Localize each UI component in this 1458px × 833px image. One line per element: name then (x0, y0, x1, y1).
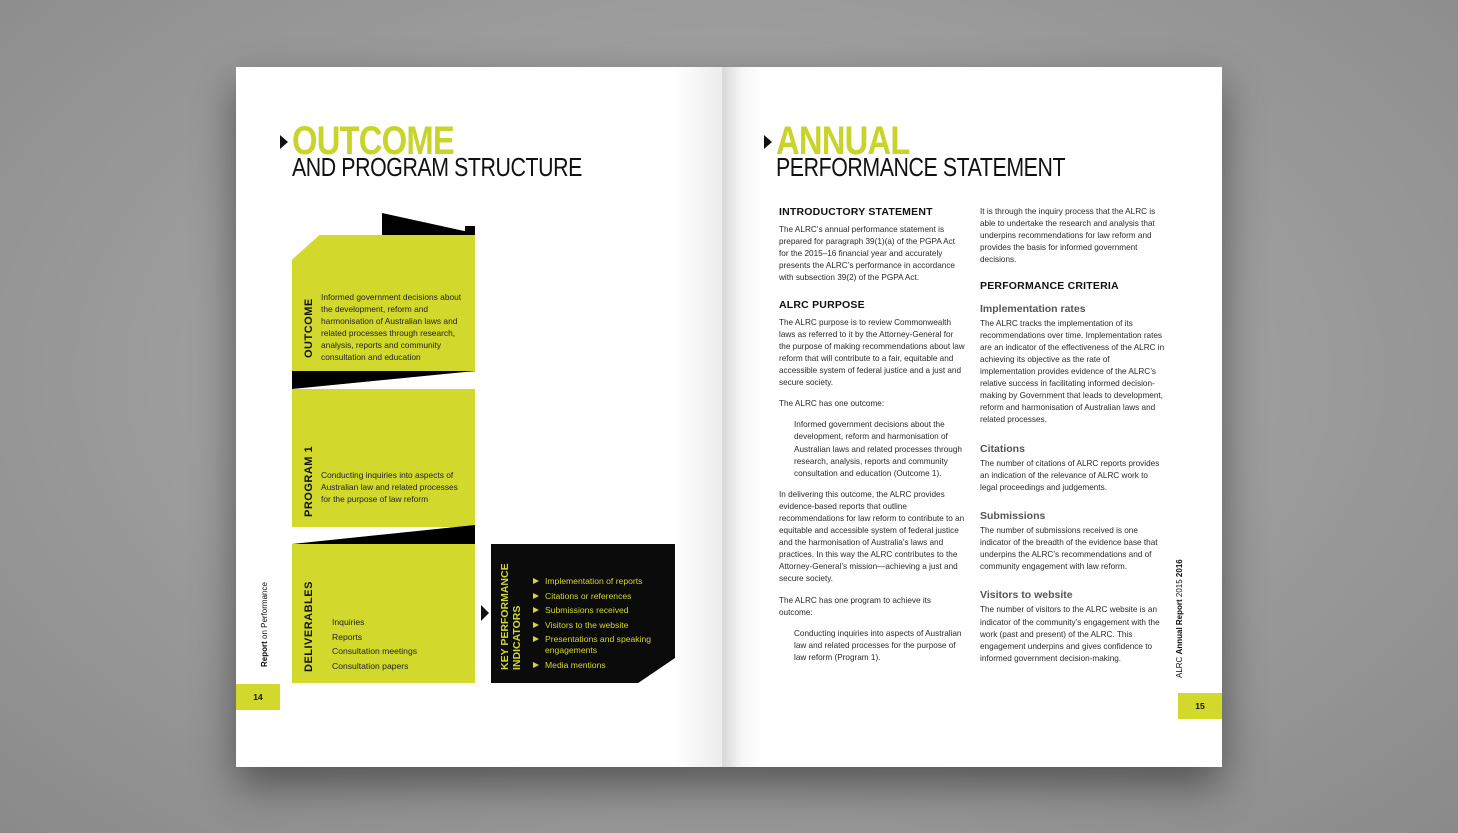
page-number-left: 14 (236, 684, 280, 710)
program-block (292, 389, 475, 527)
heading-arrow-icon (280, 135, 288, 149)
heading-title: OUTCOME (292, 119, 454, 163)
deliverables-list (332, 615, 462, 673)
paragraph: The ALRC purpose is to review Commonwealth laws as referred to it by the Attorney-General for the purpose of making recommendations about law reform that will contribute to a fair, equitable and accessible system of federal justice and a just and secure society. (779, 317, 965, 388)
kpi-item: Media mentions (533, 660, 663, 671)
subsection-title: Visitors to website (980, 589, 1073, 602)
report-spread (236, 67, 1222, 767)
section-title: PERFORMANCE CRITERIA (980, 280, 1119, 293)
kpi-label: KEY PERFORMANCE INDICATORS (499, 563, 523, 670)
kpi-item: Implementation of reports (533, 576, 663, 587)
program-text: Conducting inquiries into aspects of Australian law and related processes for the purpose of law reform (321, 470, 458, 504)
paragraph: The number of visitors to the ALRC website is an indicator of the community’s engagement with the work (past and present) of the ALRC. This engagement underpins and gives confidence to informed government decision-making. (980, 605, 1160, 663)
paragraph: The ALRC’s annual performance statement is prepared for paragraph 39(1)(a) of the PGPA Act for the 2015–16 financial year and accurately presents the ALRC’s performance in accordance with subsection 39(2) of the PGPA Act. (779, 225, 955, 283)
outcome-label: OUTCOME (303, 298, 315, 358)
column-2 (980, 206, 1166, 674)
subsection-title: Submissions (980, 509, 1046, 522)
deliverable-item: Consultation meetings (332, 646, 418, 656)
diagram-flag (382, 213, 475, 237)
heading-title: ANNUAL (776, 119, 910, 163)
paragraph: In delivering this outcome, the ALRC provides evidence-based reports that outline recommendations for law reform to contribute to an equitable and accessible system of federal justice and the harmonisation of Australia’s laws and practices. In this way the ALRC contributes to the Attorney-General’s mission—achieving a just and secure society. (779, 489, 965, 584)
kpi-item: Visitors to the website (533, 620, 663, 631)
right-page (722, 67, 1222, 767)
kpi-item: Presentations and speaking engagements (533, 634, 663, 656)
outcome-heading (280, 119, 582, 187)
heading-arrow-icon (764, 135, 772, 149)
subsection-title: Citations (980, 442, 1025, 455)
diagram-band-1 (292, 371, 475, 389)
quote-paragraph: Informed government decisions about the development, reform and harmonisation of Australian laws and related processes through research, analysis, reports and community consultation and education (Outcome 1). (794, 420, 962, 478)
kpi-item: Submissions received (533, 605, 663, 616)
deliverable-item: Inquiries (332, 617, 365, 627)
quote-paragraph: Conducting inquiries into aspects of Australian law and related processes for the purpose of law reform (Program 1). (794, 628, 962, 662)
page-number-right: 15 (1178, 693, 1222, 719)
left-page (236, 67, 722, 767)
deliverable-item: Reports (332, 631, 363, 642)
paragraph: It is through the inquiry process that the ALRC is able to undertake the research and analysis that underpins recommendations for law reform and provides the basis for informed government decisions. (980, 207, 1156, 265)
paragraph: The number of citations of ALRC reports provides an indication of the relevance of ALRC work to legal proceedings and judgements. (980, 458, 1160, 492)
paragraph: The ALRC has one program to achieve its outcome: (779, 595, 932, 617)
heading-subtitle: PERFORMANCE STATEMENT (776, 152, 1066, 182)
section-title: INTRODUCTORY STATEMENT (779, 206, 933, 218)
program-label: PROGRAM 1 (303, 445, 315, 517)
annual-heading (764, 119, 1066, 187)
outcome-text: Informed government decisions about the development, reform and harmonisation of Australian laws and related processes through research, analysis, reports and community consultation and education (321, 292, 462, 362)
running-head-left: Report on Performance (260, 582, 269, 667)
paragraph: The number of submissions received is one indicator of the breadth of the evidence base that underpins the ALRC’s recommendations and of community engagement with law reform. (980, 525, 1158, 572)
deliverables-label: DELIVERABLES (303, 581, 315, 672)
heading-subtitle: AND PROGRAM STRUCTURE (292, 152, 582, 182)
running-head-right: ALRC Annual Report 2015 2016 (1175, 559, 1184, 678)
kpi-item: Citations or references (533, 591, 663, 602)
subsection-title: Implementation rates (980, 302, 1086, 315)
kpi-list (533, 576, 663, 675)
paragraph: The ALRC tracks the implementation of its recommendations over time. Implementation rates are an indicator of the effectiveness of the ALRC in achieving its objective as the rate of implementation provides evidence of the ALRC’s relative success in facilitating informed decision-making by Government that leads to development, reform and harmonisation of Australian laws and related processes. (980, 318, 1165, 425)
paragraph: The ALRC has one outcome: (779, 399, 885, 409)
deliverable-item: Consultation papers (332, 660, 409, 671)
section-title: ALRC PURPOSE (779, 298, 865, 311)
column-1 (779, 206, 966, 673)
kpi-pointer-icon (481, 605, 489, 621)
diagram-band-2 (292, 525, 475, 544)
